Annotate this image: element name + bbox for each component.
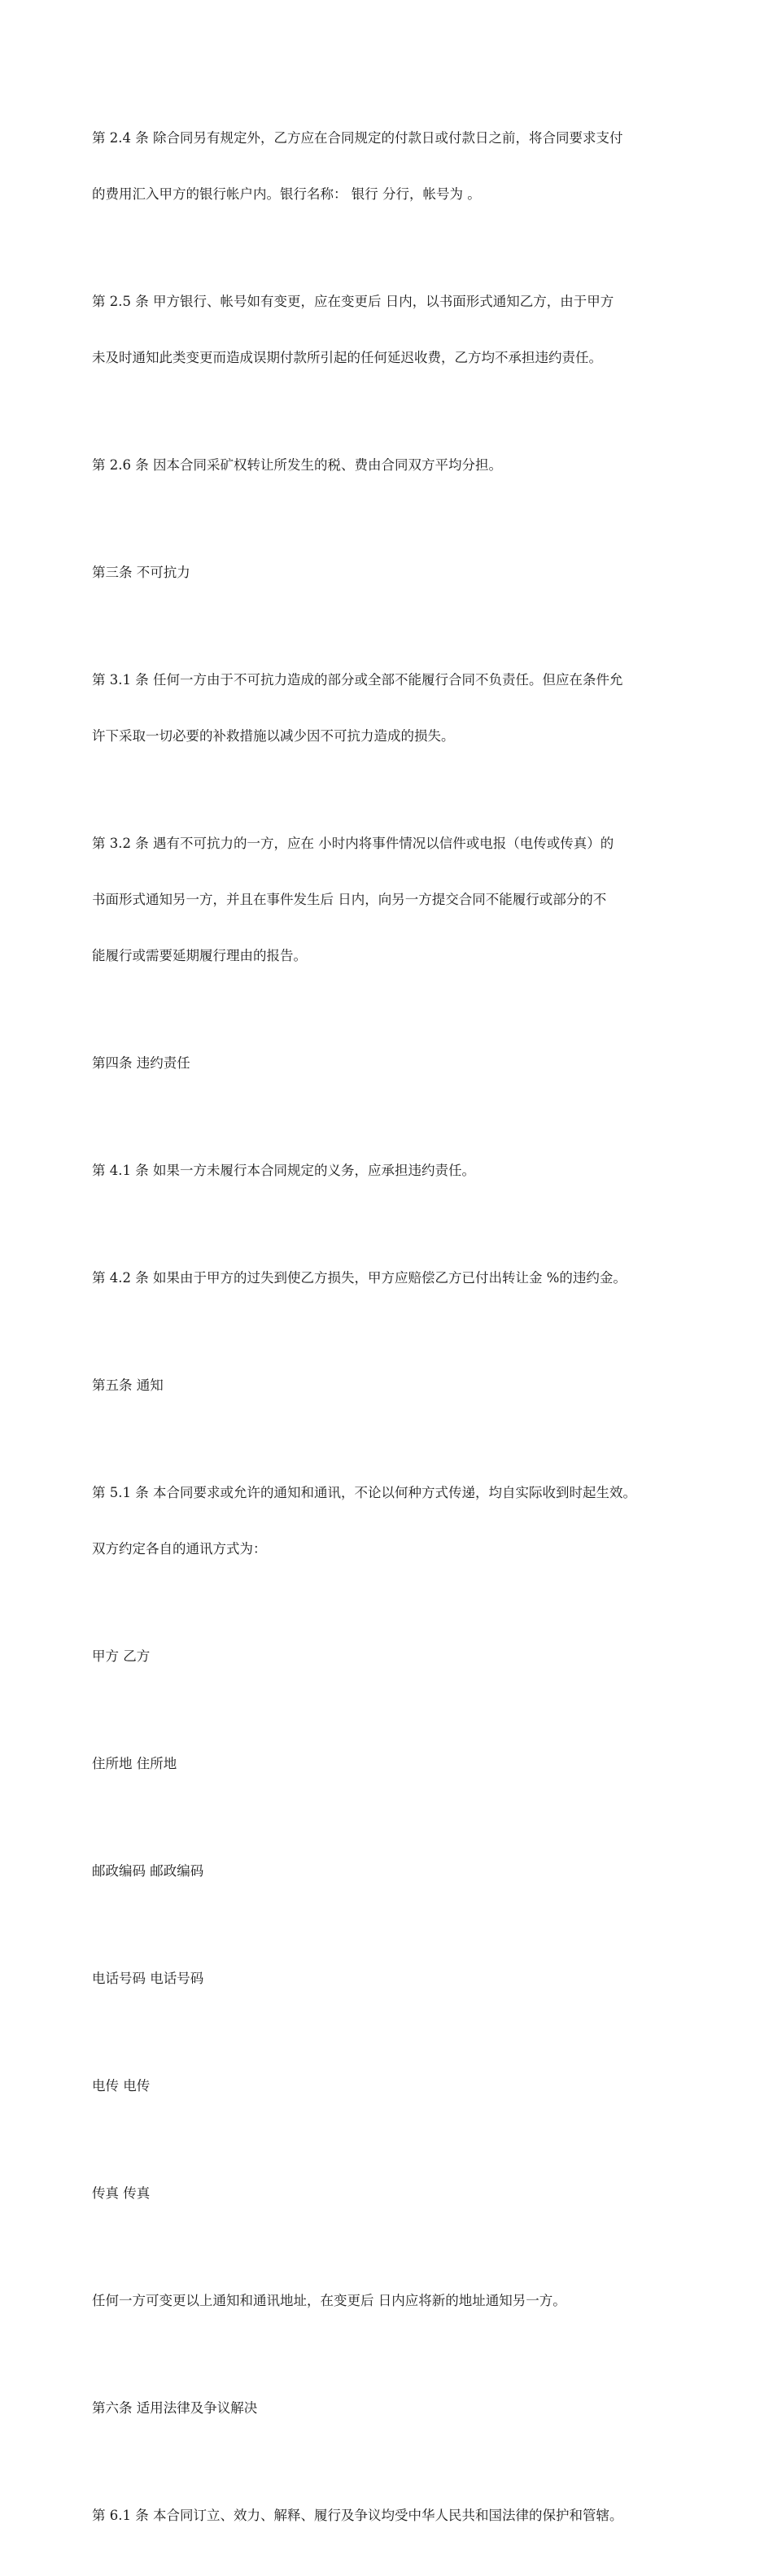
contact-line: 邮政编码 邮政编码 [92, 1863, 204, 1879]
paragraph-line: 第 2.5 条 甲方银行、帐号如有变更，应在变更后 日内，以书面形式通知乙方，由于甲方 [92, 294, 614, 309]
paragraph-line: 书面形式通知另一方，并且在事件发生后 日内，向另一方提交合同不能履行或部分的不 [92, 892, 607, 907]
clause-2-5 [92, 255, 694, 404]
clause-2-6 [92, 418, 694, 512]
paragraph-line: 第 2.4 条 除合同另有规定外，乙方应在合同规定的付款日或付款日之前，将合同要求支付 [92, 130, 623, 146]
contact-row-phone [92, 1932, 694, 2025]
contact-row-fax [92, 2146, 694, 2240]
paragraph-line: 双方约定各自的通讯方式为： [92, 1541, 267, 1557]
contact-row-telex [92, 2039, 694, 2133]
clause-3-2 [92, 797, 694, 1002]
section-heading: 第四条 违约责任 [92, 1055, 190, 1071]
paragraph-line: 能履行或需要延期履行理由的报告。 [92, 948, 307, 963]
paragraph-line: 第 6.1 条 本合同订立、效力、解释、履行及争议均受中华人民共和国法律的保护和管辖。 [92, 2508, 623, 2523]
section-heading: 第三条 不可抗力 [92, 565, 190, 580]
paragraph-line: 第 3.1 条 任何一方由于不可抗力造成的部分或全部不能履行合同不负责任。但应在条件允 [92, 672, 623, 688]
contact-line: 传真 传真 [92, 2185, 151, 2201]
clause-4-1 [92, 1124, 694, 1217]
section-heading-6 [92, 2361, 694, 2455]
notice-change-clause [92, 2254, 694, 2347]
paragraph-line: 第 2.6 条 因本合同采矿权转让所发生的税、费由合同双方平均分担。 [92, 457, 502, 473]
contact-row-party [92, 1609, 694, 1703]
paragraph-line: 任何一方可变更以上通知和通讯地址，在变更后 日内应将新的地址通知另一方。 [92, 2293, 566, 2308]
paragraph-line: 第 4.2 条 如果由于甲方的过失到使乙方损失，甲方应赔偿乙方已付出转让金 %的违约金。 [92, 1270, 627, 1286]
clause-6-1 [92, 2469, 694, 2562]
clause-2-4 [92, 91, 694, 241]
paragraph-line: 第 3.2 条 遇有不可抗力的一方，应在 小时内将事件情况以信件或电报（电传或传真）的 [92, 836, 614, 851]
section-heading-4 [92, 1016, 694, 1110]
section-heading-3 [92, 526, 694, 619]
contact-line: 住所地 住所地 [92, 1756, 177, 1771]
contact-line: 甲方 乙方 [92, 1648, 151, 1664]
paragraph-line: 第 4.1 条 如果一方未履行本合同规定的义务，应承担违约责任。 [92, 1163, 475, 1178]
document-body [92, 91, 694, 2576]
contact-line: 电传 电传 [92, 2078, 151, 2094]
contact-row-postcode [92, 1824, 694, 1918]
clause-3-1 [92, 633, 694, 783]
paragraph-line: 的费用汇入甲方的银行帐户内。银行名称： 银行 分行，帐号为 。 [92, 186, 481, 202]
contact-line: 电话号码 电话号码 [92, 1971, 204, 1986]
contact-row-address [92, 1717, 694, 1810]
section-heading: 第五条 通知 [92, 1378, 164, 1393]
clause-4-2 [92, 1231, 694, 1325]
paragraph-line: 第 5.1 条 本合同要求或允许的通知和通讯，不论以何种方式传递，均自实际收到时起生效。 [92, 1485, 636, 1500]
paragraph-line: 许下采取一切必要的补救措施以减少因不可抗力造成的损失。 [92, 728, 455, 744]
paragraph-line: 未及时通知此类变更而造成误期付款所引起的任何延迟收费，乙方均不承担违约责任。 [92, 350, 602, 365]
section-heading-5 [92, 1338, 694, 1432]
clause-5-1 [92, 1446, 694, 1596]
section-heading: 第六条 适用法律及争议解决 [92, 2400, 258, 2416]
